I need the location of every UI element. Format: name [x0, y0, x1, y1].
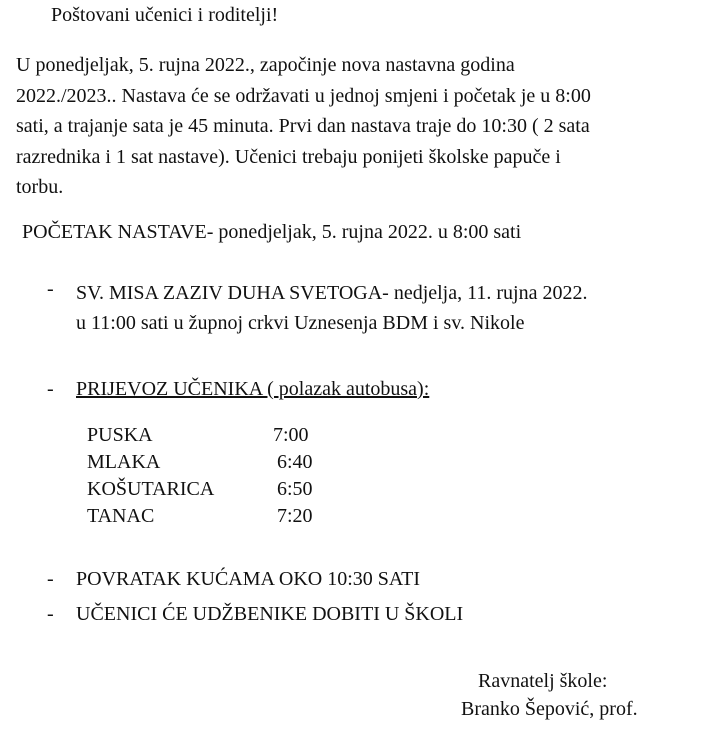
intro-paragraph: [16, 50, 704, 203]
intro-line: razrednika i 1 sat nastave). Učenici trebaju ponijeti školske papuče i: [16, 145, 561, 168]
schedule-place: MLAKA: [87, 451, 161, 473]
bullet-dash: -: [47, 603, 54, 625]
transport-heading: PRIJEVOZ UČENIKA ( polazak autobusa):: [76, 378, 430, 400]
textbooks-line: UČENICI ĆE UDŽBENIKE DOBITI U ŠKOLI: [76, 603, 464, 625]
schedule-row: [87, 505, 327, 532]
intro-line: sati, a trajanje sata je 45 minuta. Prvi dan nastava traje do 10:30 ( 2 sata: [16, 115, 590, 137]
return-home-line: POVRATAK KUĆAMA OKO 10:30 SATI: [76, 568, 420, 590]
signature-title: Ravnatelj škole:: [478, 670, 608, 692]
intro-line: U ponedjeljak, 5. rujna 2022., započinje nova nastavna godina: [16, 54, 515, 76]
intro-line: 2022./2023.. Nastava će se održavati u jednoj smjeni i početak je u 8:00: [16, 84, 591, 107]
schedule-place: PUSKA: [87, 424, 153, 446]
mass-item: [76, 278, 587, 338]
schedule-row: [87, 451, 327, 478]
intro-line: torbu.: [16, 176, 64, 198]
start-of-classes-line: POČETAK NASTAVE- ponedjeljak, 5. rujna 2022. u 8:00 sati: [22, 221, 522, 243]
mass-line: SV. MISA ZAZIV DUHA SVETOGA- nedjelja, 11. rujna 2022.: [76, 282, 588, 304]
schedule-row: [87, 478, 327, 505]
schedule-time: 7:20: [277, 505, 313, 527]
schedule-place: TANAC: [87, 505, 155, 527]
schedule-place: KOŠUTARICA: [87, 478, 215, 500]
schedule-time: 7:00: [273, 424, 309, 446]
schedule-row: [87, 424, 327, 451]
schedule-time: 6:50: [277, 478, 313, 500]
schedule-time: 6:40: [277, 451, 313, 473]
bullet-dash: -: [47, 568, 54, 590]
signature-name: Branko Šepović, prof.: [461, 698, 638, 720]
bullet-dash: -: [47, 278, 54, 300]
mass-line: u 11:00 sati u župnoj crkvi Uznesenja BDM i sv. Nikole: [76, 312, 525, 334]
bullet-dash: -: [47, 378, 54, 400]
greeting: Poštovani učenici i roditelji!: [51, 4, 279, 26]
